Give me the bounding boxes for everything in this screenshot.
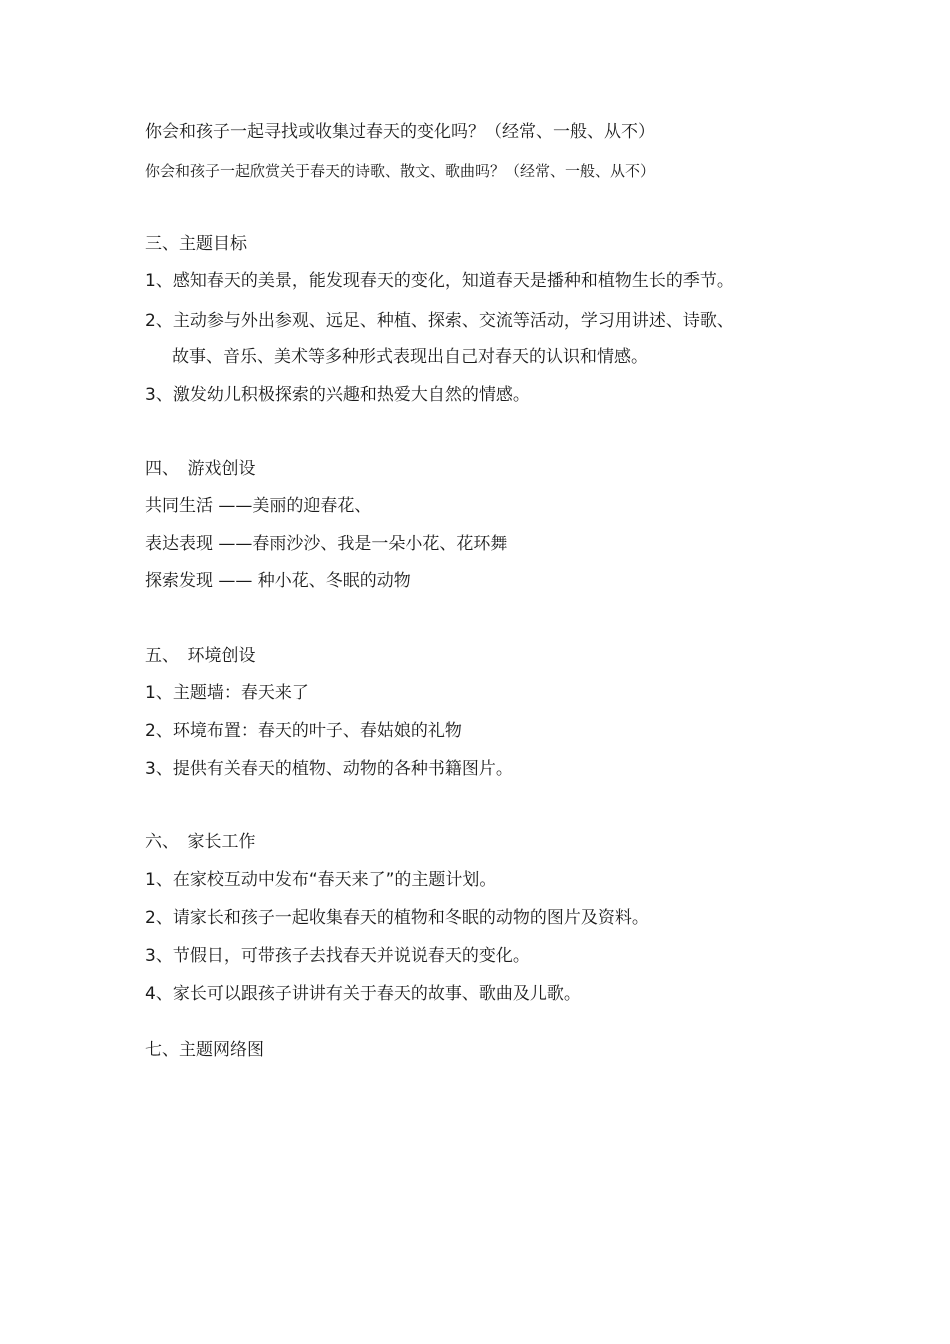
parent-item-1: 1、在家校互动中发布“春天来了”的主题计划。 <box>145 870 497 890</box>
game-item-2: 表达表现 ——春雨沙沙、我是一朵小花、花环舞 <box>145 534 508 554</box>
environment-item-1: 1、主题墙：春天来了 <box>145 683 309 703</box>
game-item-3: 探索发现 —— 种小花、冬眠的动物 <box>145 571 411 591</box>
section-heading-environment: 五、 环境创设 <box>145 646 256 666</box>
parent-item-4: 4、家长可以跟孩子讲讲有关于春天的故事、歌曲及儿歌。 <box>145 984 581 1004</box>
section-heading-goals: 三、主题目标 <box>145 234 247 254</box>
goal-item-3: 3、激发幼儿积极探索的兴趣和热爱大自然的情感。 <box>145 385 530 405</box>
goal-item-1: 1、感知春天的美景，能发现春天的变化，知道春天是播种和植物生长的季节。 <box>145 271 734 291</box>
goal-item-2-line-1: 2、主动参与外出参观、远足、种植、探索、交流等活动，学习用讲述、诗歌、 <box>145 311 734 331</box>
survey-question-2: 你会和孩子一起欣赏关于春天的诗歌、散文、歌曲吗？（经常、一般、从不） <box>145 162 656 180</box>
survey-question-1: 你会和孩子一起寻找或收集过春天的变化吗？（经常、一般、从不） <box>145 122 655 142</box>
parent-item-3: 3、节假日，可带孩子去找春天并说说春天的变化。 <box>145 946 530 966</box>
section-heading-parents: 六、 家长工作 <box>145 832 256 852</box>
environment-item-3: 3、提供有关春天的植物、动物的各种书籍图片。 <box>145 759 513 779</box>
section-heading-network: 七、主题网络图 <box>145 1040 264 1060</box>
environment-item-2: 2、环境布置：春天的叶子、春姑娘的礼物 <box>145 721 462 741</box>
parent-item-2: 2、请家长和孩子一起收集春天的植物和冬眠的动物的图片及资料。 <box>145 908 649 928</box>
section-heading-games: 四、 游戏创设 <box>145 459 256 479</box>
game-item-1: 共同生活 ——美丽的迎春花、 <box>145 496 372 516</box>
goal-item-2-line-2: 故事、音乐、美术等多种形式表现出自己对春天的认识和情感。 <box>172 347 648 367</box>
